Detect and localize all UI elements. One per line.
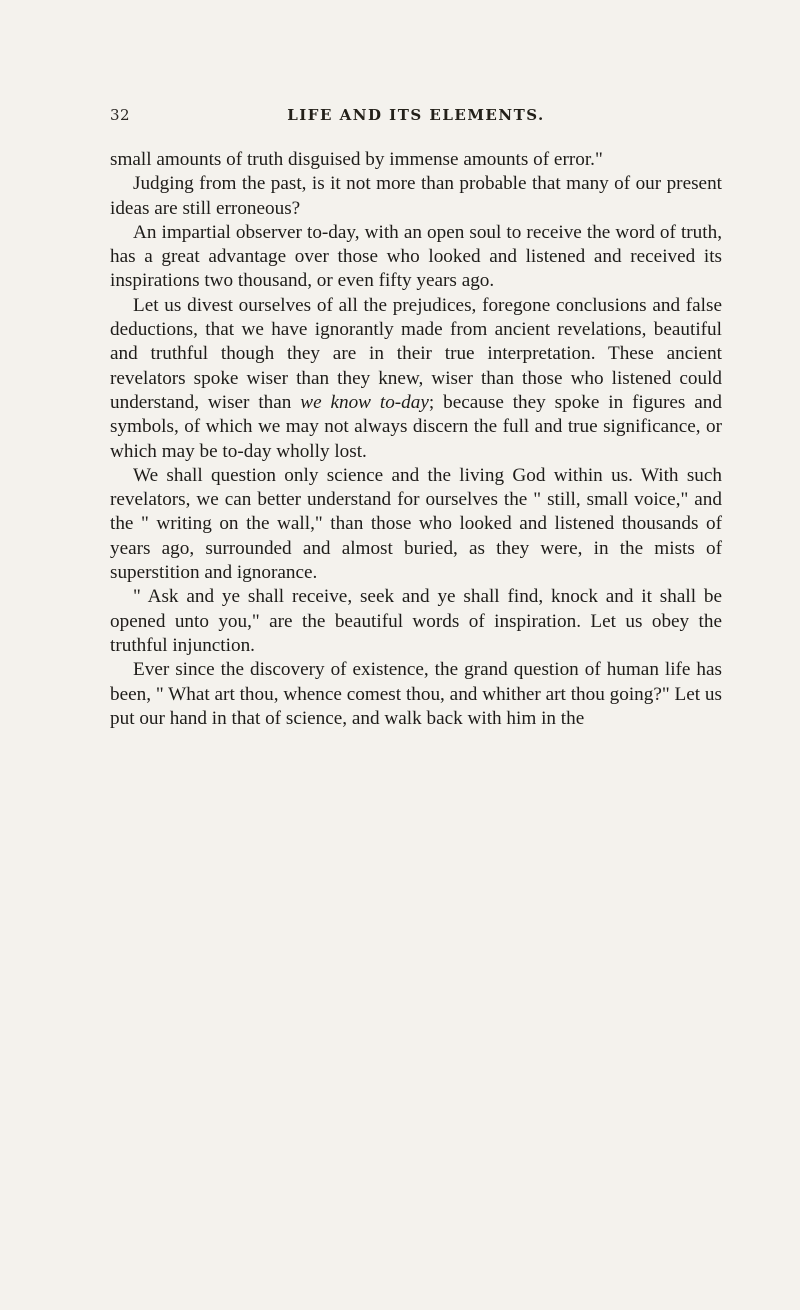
paragraph-judging: Judging from the past, is it not more than probable that many of our present ideas are still erroneous?: [110, 173, 722, 219]
paragraph-question-science: We shall question only science and the living God within us. With such revelators, we can better understand for ourselves the " still, small voice," and the " writing on the wall," than those who looked and listened thousands of years ago, surrounded and almost buried, as they were, in the mists of superstition and ignorance.: [110, 464, 722, 584]
paragraph-impartial-observer: An impartial observer to-day, with an open soul to receive the word of truth, has a great advantage over those who looked and listened and received its inspirations two thousand, or even fifty years ago.: [110, 221, 722, 292]
paragraph-grand-question: Ever since the discovery of existence, the grand question of human life has been, " What art thou, whence comest thou, and whither art thou going?" Let us put our hand in that of science, and walk back with him in the: [110, 659, 722, 729]
running-head: [110, 106, 722, 132]
paragraph-divest-prejudices: [110, 294, 722, 464]
paragraph-divest-text-2: ; because they spoke in figures and symbols, of which we may not always discern the full and true significance, or which may be to-day wholly lost.: [110, 391, 722, 462]
running-title: LIFE AND ITS ELEMENTS.: [287, 106, 545, 124]
page-number: 32: [110, 106, 131, 124]
body-text: [110, 148, 722, 731]
paragraph-continued: small amounts of truth disguised by immense amounts of error.": [110, 149, 603, 170]
paragraph-divest-italic: we know to-day: [300, 391, 429, 413]
paragraph-ask-receive: " Ask and ye shall receive, seek and ye shall find, knock and it shall be opened unto you," are the beautiful words of inspiration. Let us obey the truthful injunction.: [110, 586, 722, 656]
paragraph-divest-text-1: Let us divest ourselves of all the prejudices, foregone conclusions and false deductions, that we have ignorantly made from ancient revelations, beautiful and truthful though they are in their true interpretation. These ancient revelators spoke wiser than they knew, wiser than those who listened could understand, wiser than: [110, 294, 722, 413]
